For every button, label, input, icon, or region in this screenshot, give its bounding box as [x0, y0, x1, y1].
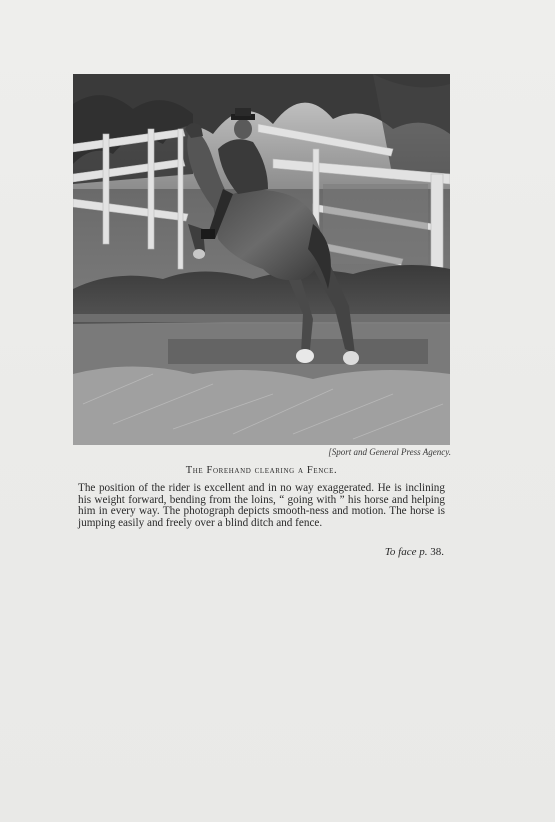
caption-description: The position of the rider is excellent and in no way exaggerated. He is inclining his weight forward, bending from the loins, “ going with ” his horse and helping him in every way. The photograph depicts smooth-ness and motion. The horse is jumping easily and freely over a blind ditch and fence. [78, 482, 445, 529]
horse-jumping-photo [73, 74, 450, 445]
photograph [73, 74, 450, 445]
facing-page-note [385, 546, 444, 558]
photo-caption: The Forehand clearing a Fence. [185, 465, 338, 476]
facing-label: To face p. [384, 546, 428, 558]
photo-credit: [Sport and General Press Agency. [328, 447, 451, 457]
facing-page-number: 38. [430, 546, 444, 558]
